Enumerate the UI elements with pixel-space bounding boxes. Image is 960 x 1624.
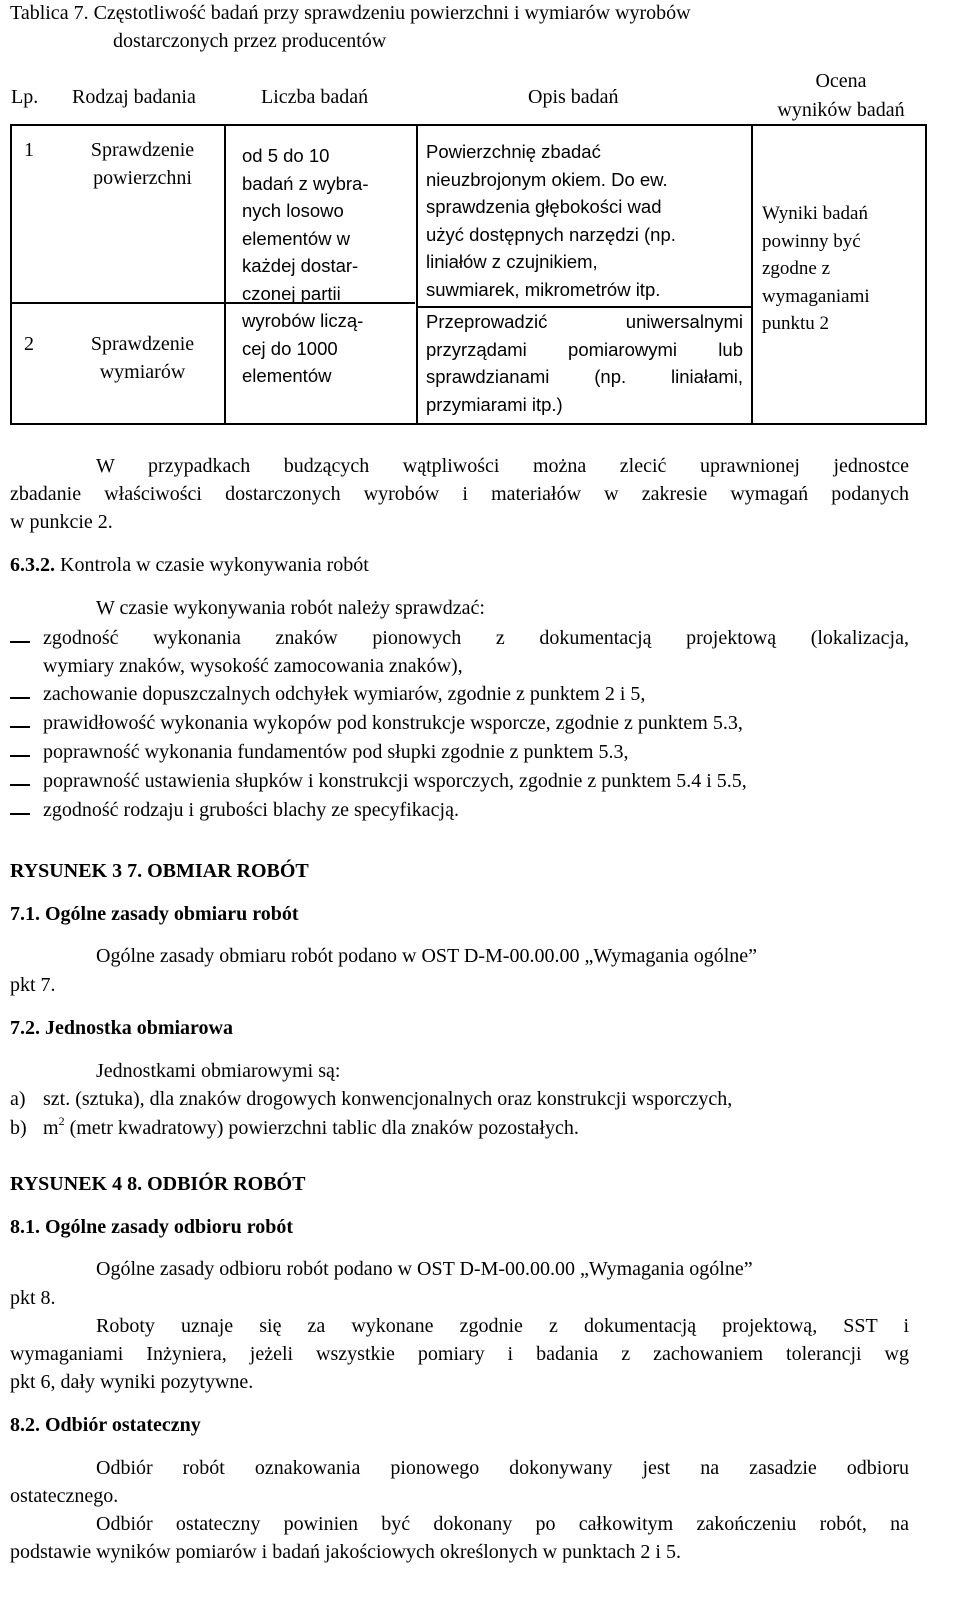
eval-line: wymaganiami — [762, 285, 870, 307]
para-8-2-line3: Odbiór ostateczny powinien być dokonany po całkowitym zakończeniu robót, na — [96, 1513, 909, 1535]
heading-8-1: 8.1. Ogólne zasady odbioru robót — [10, 1216, 293, 1238]
para-8-2-line1: Odbiór robót oznakowania pionowego dokonywany jest na zasadzie odbioru — [96, 1457, 909, 1479]
count-line: nych losowo — [242, 200, 344, 221]
header-evaluation-line1: Ocena — [815, 70, 867, 92]
table-header-rule — [10, 124, 927, 126]
list-item-2: zachowanie dopuszczalnych odchyłek wymiarów, zgodnie z punktem 2 i 5, — [43, 683, 646, 705]
desc-line: nieuzbrojonym okiem. Do ew. — [426, 168, 668, 190]
row-1-number: 1 — [24, 139, 34, 161]
para-8-1-line1: Ogólne zasady odbioru robót podano w OST D-M-00.00.00 „Wymagania ogólne” — [96, 1258, 753, 1280]
para-8-2-line4: podstawie wyników pomiarów i badań jakościowych określonych w punktach 2 i 5. — [10, 1541, 681, 1563]
doubt-paragraph-line1: W przypadkach budzących wątpliwości można zlecić uprawnionej jednostce — [96, 455, 909, 477]
list-item-4: poprawność wykonania fundamentów pod słupki zgodnie z punktem 5.3, — [43, 741, 629, 763]
header-type: Rodzaj badania — [72, 86, 196, 108]
para-7-1-line1: Ogólne zasady obmiaru robót podano w OST D-M-00.00.00 „Wymagania ogólne” — [96, 945, 758, 967]
desc-line: liniałów z czujnikiem, — [426, 251, 598, 272]
table-left-border — [10, 125, 12, 424]
para-7-2-intro: Jednostkami obmiarowymi są: — [96, 1060, 341, 1082]
table-caption-line2: dostarczonych przez producentów — [113, 30, 387, 52]
count-line: od 5 do 10 — [242, 145, 330, 166]
count-line: elementów — [242, 365, 332, 386]
list-item-5: poprawność ustawienia słupków i konstrukcji wsporczych, zgodnie z punktem 5.4 i 5.5, — [43, 770, 747, 792]
heading-7-2: 7.2. Jednostka obmiarowa — [10, 1017, 233, 1039]
section-632-heading — [10, 554, 369, 577]
dash-bullet — [10, 641, 30, 643]
table-right-border — [925, 125, 927, 424]
evaluation-cell — [762, 200, 870, 338]
doubt-paragraph-line3: w punkcie 2. — [10, 511, 113, 533]
row-1-type-line1: Sprawdzenie — [90, 139, 195, 161]
para-8-1-line3: Roboty uznaje się za wykonane zgodnie z dokumentacją projektową, SST i — [96, 1315, 909, 1337]
table-col-divider-3 — [751, 125, 753, 424]
list-item-1-line1: zgodność wykonania znaków pionowych z dokumentacją projektową (lokalizacja, — [43, 627, 909, 649]
para-8-1-line4: wymaganiami Inżyniera, jeżeli wszystkie pomiary i badania z zachowaniem tolerancji wg — [10, 1343, 909, 1365]
count-cell — [242, 142, 368, 390]
desc-line: użyć dostępnych narzędzi (np. — [426, 223, 676, 245]
list-a-text: szt. (sztuka), dla znaków drogowych konwencjonalnych oraz konstrukcji wsporczych, — [43, 1088, 733, 1110]
doubt-paragraph-line2: zbadanie właściwości dostarczonych wyrobów i materiałów w zakresie wymagań podanych — [10, 483, 909, 505]
eval-line: zgodne z — [762, 258, 831, 279]
desc-line: sprawdzenia głębokości wad — [426, 196, 662, 217]
eval-line: punktu 2 — [762, 313, 830, 334]
count-line: każdej dostar- — [242, 255, 359, 276]
table-caption-line1: Tablica 7. Częstotliwość badań przy sprawdzeniu powierzchni i wymiarów wyrobów — [10, 2, 691, 24]
section-632-number: 6.3.2. — [10, 554, 55, 576]
header-description: Opis badań — [528, 86, 619, 108]
eval-line: powinny być — [762, 230, 861, 252]
dash-bullet — [10, 755, 30, 757]
heading-8: RYSUNEK 4 8. ODBIÓR ROBÓT — [10, 1173, 306, 1195]
para-8-2-line2: ostatecznego. — [10, 1485, 119, 1507]
section-632-intro: W czasie wykonywania robót należy sprawdzać: — [96, 597, 485, 619]
desc-line: Przeprowadzić uniwersalnymi — [426, 311, 743, 332]
row-2-type-line2: wymiarów — [99, 361, 186, 383]
para-8-1-line2: pkt 8. — [10, 1287, 56, 1309]
dash-bullet — [10, 784, 30, 786]
header-evaluation-line2: wyników badań — [777, 99, 905, 121]
list-b-label: b) — [10, 1117, 27, 1139]
heading-8-2: 8.2. Odbiór ostateczny — [10, 1414, 201, 1436]
header-count: Liczba badań — [261, 86, 369, 108]
list-a-label: a) — [10, 1088, 26, 1110]
desc-line: sprawdzianami (np. liniałami, — [426, 366, 743, 387]
dash-bullet — [10, 726, 30, 728]
para-7-1-line2: pkt 7. — [10, 974, 56, 996]
para-8-1-line5: pkt 6, dały wyniki pozytywne. — [10, 1371, 254, 1393]
heading-7: RYSUNEK 3 7. OBMIAR ROBÓT — [10, 860, 309, 882]
unit-exponent: 2 — [58, 1114, 65, 1128]
desc-line: Powierzchnię zbadać — [426, 141, 601, 162]
table-bottom-rule — [10, 423, 927, 425]
list-b-rest: (metr kwadratowy) powierzchni tablic dla znaków pozostałych. — [69, 1117, 579, 1139]
desc-line: przyrządami pomiarowymi lub — [426, 338, 743, 360]
list-item-3: prawidłowość wykonania wykopów pod konstrukcje wsporcze, zgodnie z punktem 5.3, — [43, 712, 743, 734]
heading-7-1: 7.1. Ogólne zasady obmiaru robót — [10, 903, 299, 925]
desc-line: suwmiarek, mikrometrów itp. — [426, 278, 661, 300]
count-line: elementów w — [242, 227, 350, 249]
count-line: czonej partii — [242, 282, 341, 304]
row-1-description — [426, 138, 676, 303]
list-item-1-line2: wymiary znaków, wysokość zamocowania znaków), — [43, 655, 463, 677]
list-item-6: zgodność rodzaju i grubości blachy ze specyfikacją. — [43, 799, 459, 821]
desc-line: przymiarami itp.) — [426, 393, 563, 415]
dash-bullet — [10, 697, 30, 699]
count-line: badań z wybra- — [242, 172, 369, 194]
dash-bullet — [10, 813, 30, 815]
row-1-type-line2: powierzchni — [93, 167, 192, 189]
list-b-text — [43, 1114, 579, 1140]
row-2-type-line1: Sprawdzenie — [90, 333, 195, 355]
unit-m: m — [43, 1117, 59, 1139]
table-col-divider-2 — [416, 125, 418, 424]
count-line: wyrobów liczą- — [242, 310, 364, 331]
row-2-number: 2 — [24, 333, 34, 355]
section-632-title: Kontrola w czasie wykonywania robót — [60, 554, 369, 576]
count-line: cej do 1000 — [242, 337, 338, 359]
eval-line: Wyniki badań — [762, 203, 868, 224]
header-lp: Lp. — [11, 86, 39, 108]
row-2-description — [426, 308, 743, 418]
